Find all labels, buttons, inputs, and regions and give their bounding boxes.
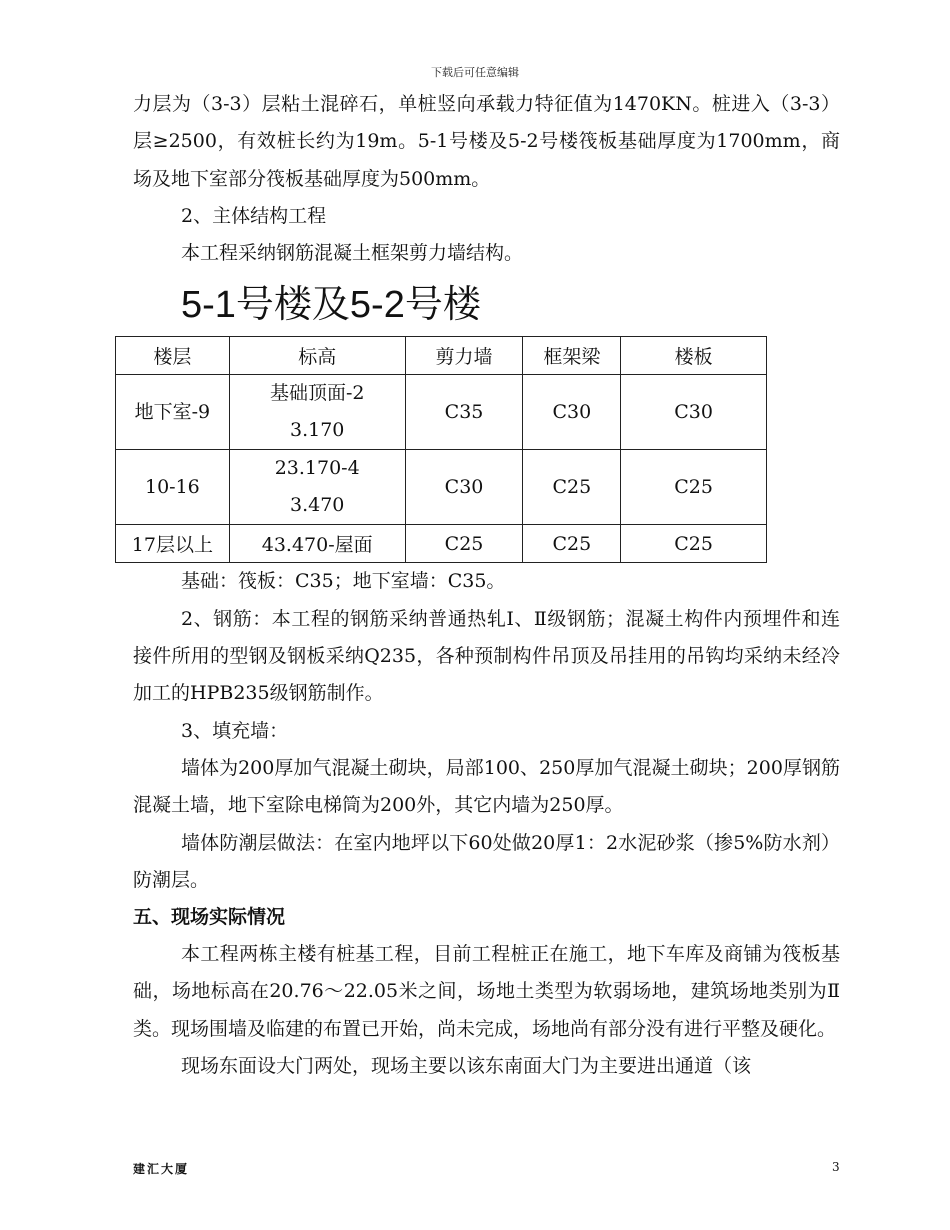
paragraph-site-gate: 现场东面设大门两处，现场主要以该东南面大门为主要进出通道（该: [181, 1055, 752, 1078]
cell-elevation: [229, 450, 405, 525]
table-title: 5-1号楼及5-2号楼: [181, 284, 481, 327]
cell-elevation: 43.470-屋面: [229, 525, 405, 563]
cell-slab: C25: [621, 450, 767, 525]
heading-main-structure: 2、主体结构工程: [181, 204, 327, 227]
paragraph-pile-foundation: 力层为（3-3）层粘土混碎石，单桩竖向承载力特征值为1470KN。桩进入（3-3）层≥2500，有效桩长约为19m。5-1号楼及5-2号楼筏板基础厚度为1700mm，商场及地下室部分筏板基础厚度为500mm。: [133, 93, 840, 190]
paragraph-foundation-grade: 基础：筏板：C35；地下室墙：C35。: [181, 570, 506, 593]
cell-slab: C25: [621, 525, 767, 563]
page-header: 下载后可任意编辑: [431, 66, 519, 79]
section-heading: 五、现场实际情况: [133, 906, 286, 929]
header-slab: 楼板: [621, 337, 767, 375]
concrete-grade-table: [115, 336, 767, 563]
cell-floor: 地下室-9: [116, 375, 230, 450]
header-elevation: 标高: [229, 337, 405, 375]
paragraph-damp-proof: 墙体防潮层做法：在室内地坪以下60处做20厚1：2水泥砂浆（掺5%防水剂）防潮层。: [133, 831, 840, 891]
header-floor: 楼层: [116, 337, 230, 375]
footer-building-name: 建汇大厦: [133, 1162, 190, 1176]
heading-infill-wall: 3、填充墙：: [181, 719, 289, 742]
paragraph-wall-body: 墙体为200厚加气混凝土砌块，局部100、250厚加气混凝土砌块；200厚钢筋混凝土墙，地下室除电梯筒为200外，其它内墙为250厚。: [133, 756, 840, 817]
cell-frame-beam: C30: [523, 375, 621, 450]
paragraph-rebar: 2、钢筋：本工程的钢筋采纳普通热轧Ⅰ、Ⅱ级钢筋；混凝土构件内预埋件和连接件所用的型钢及钢板采纳Q235，各种预制构件吊顶及吊挂用的吊钩均采纳未经冷加工的HPB235级钢筋制作。: [133, 607, 840, 705]
cell-frame-beam: C25: [523, 525, 621, 563]
paragraph-site-status: 本工程两栋主楼有桩基工程，目前工程桩正在施工，地下车库及商铺为筏板基础，场地标高在20.76～22.05米之间，场地土类型为软弱场地，建筑场地类别为Ⅱ类。现场围墙及临建的布置已开始，尚未完成，场地尚有部分没有进行平整及硬化。: [133, 943, 840, 1040]
paragraph-structure-type: 本工程采纳钢筋混凝土框架剪力墙结构。: [181, 242, 524, 265]
cell-elevation-text: 23.170-43.470: [274, 457, 360, 517]
cell-elevation: [229, 375, 405, 450]
header-frame-beam: 框架梁: [523, 337, 621, 375]
cell-floor: 10-16: [116, 450, 230, 525]
table-row: [116, 375, 767, 450]
table-header-row: [116, 337, 767, 375]
cell-slab: C30: [621, 375, 767, 450]
cell-shear-wall: C35: [405, 375, 523, 450]
cell-frame-beam: C25: [523, 450, 621, 525]
table-row: [116, 525, 767, 563]
cell-elevation-text: 基础顶面-23.170: [269, 382, 365, 442]
page-number: 3: [832, 1160, 840, 1174]
document-body: [133, 86, 840, 1085]
table-row: [116, 450, 767, 525]
header-shear-wall: 剪力墙: [405, 337, 523, 375]
cell-shear-wall: C25: [405, 525, 523, 563]
cell-shear-wall: C30: [405, 450, 523, 525]
cell-floor: 17层以上: [116, 525, 230, 563]
